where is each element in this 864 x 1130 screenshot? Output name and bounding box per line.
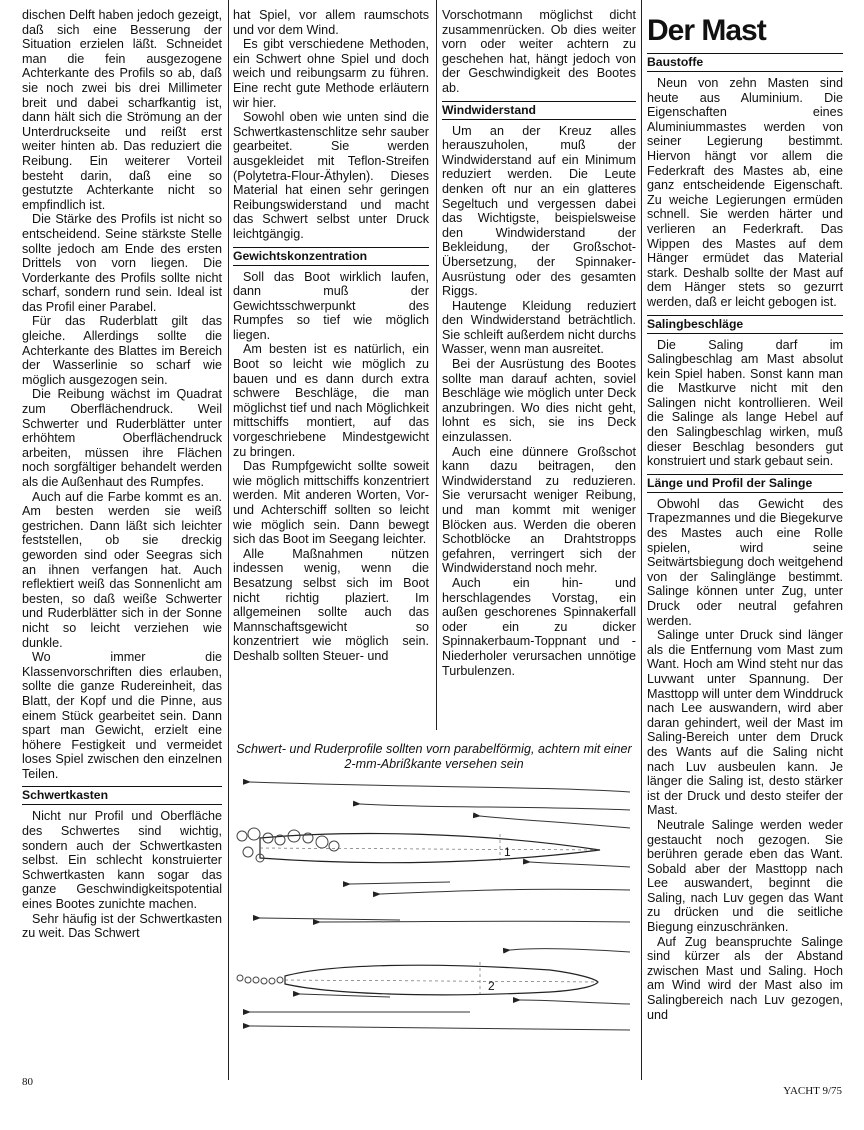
paragraph: Am besten ist es natürlich, ein Boot so leicht wie möglich zu bauen und es dann durch extra schwere Beschläge, die man möglichst tief und nach Möglichkeit mittschiffs montiert, auf das vorgeschriebene Mindestgewicht zu bringen. xyxy=(233,342,429,459)
figure-caption: Schwert- und Ruderprofile sollten vorn parabelförmig, achtern mit einer 2-mm-Abrißkante versehen sein xyxy=(236,742,632,771)
section-heading-baustoffe: Baustoffe xyxy=(647,53,843,72)
profile-2-label: 2 xyxy=(488,979,495,993)
section-heading-laenge-profil: Länge und Profil der Salinge xyxy=(647,474,843,493)
column-4 xyxy=(647,0,843,1022)
column-1 xyxy=(22,8,222,941)
paragraph: Hautenge Kleidung reduziert den Windwiderstand beträchtlich. Sie schleift außerdem nicht durchs Wasser, wenn man ausreitet. xyxy=(442,298,636,357)
paragraph: Neun von zehn Masten sind heute aus Aluminium. Die Eigenschaften eines Aluminiummastes werden von seiner Legierung bestimmt. Hiervon hängt vor allem die Federkraft des Mastes ab, eine ganz entscheidende Eigenschaft. Zu weiche Legierungen ermüden schnell. Sie werden härter und verlieren an Federkraft. Das Wippen des Mastes auf dem Hänger ermüdet das Material stark. Deshalb sollte der Mast auf dem Hänger stets so gezurrt werden, daß er leicht gebogen ist. xyxy=(647,76,843,309)
paragraph: Bei der Ausrüstung des Bootes sollte man darauf achten, soviel Beschläge wie möglich unter Deck anzubringen. Wo dies nicht geht, lohnt es sich, sie ins Deck einzulassen. xyxy=(442,357,636,445)
profile-2 xyxy=(237,962,598,998)
article-title: Der Mast xyxy=(647,14,766,47)
paragraph: Für das Ruderblatt gilt das gleiche. Allerdings sollte die Achterkante des Blattes im Bereich der Wasserlinie so scharf wie möglich ausgezogen sein. xyxy=(22,314,222,387)
column-rule-2 xyxy=(436,0,437,730)
paragraph: Das Rumpfgewicht sollte soweit wie möglich mittschiffs konzentriert werden. Mit anderen Worten, Vor- und Achterschiff sollten so leicht wie möglich sein. Dann bewegt sich das Boot im Seegang leichter. xyxy=(233,459,429,547)
section-heading-salingbeschlaege: Salingbeschläge xyxy=(647,315,843,334)
paragraph: Auch ein hin- und herschlagendes Vorstag, ein außen geschorenes Spinnakerfall oder ein zu dicker Spinnakerbaum-Toppnant und -Niederholer verursachen unnötige Turbulenzen. xyxy=(442,575,636,678)
section-heading-gewichtskonzentration: Gewichtskonzentration xyxy=(233,247,429,266)
paragraph: hat Spiel, vor allem raumschots und vor dem Wind. xyxy=(233,8,429,37)
paragraph: Es gibt verschiedene Methoden, ein Schwert ohne Spiel und doch weich und reibungsarm zu führen. Eine recht gute Methode erläutern wir hier. xyxy=(233,37,429,110)
column-2 xyxy=(233,8,429,664)
paragraph: Um an der Kreuz alles herauszuholen, muß der Windwiderstand auf ein Minimum reduziert werden. Die Leute denken oft nur an ein glatteres Segeltuch und vergessen dabei das Wichtigste, beispielsweise den Windwiderstand der Bekleidung, der Großschot-Übersetzung, der Spinnaker-Ausrüstung oder des gesamten Riggs. xyxy=(442,123,636,299)
paragraph: Die Reibung wächst im Quadrat zum Oberflächendruck. Weil Schwerter und Ruderblätter unter erhöhtem Oberflächendruck arbeiten, müssen ihre Flächen noch sorgfältiger behandelt werden als die Außenhaut des Rumpfes. xyxy=(22,387,222,489)
paragraph: Salinge unter Druck sind länger als die Entfernung vom Mast zum Want. Hoch am Wind steht nur das Luvwant unter Spannung. Der Masttopp will unter dem Winddruck nach Lee auswandern, wird aber daran gehindert, weil der Mast im Saling-Bereich unter dem Druck des Wants auf die Saling nicht nach Luv ausbeulen kann. Je länger die Saling ist, desto stärker ist der Druck und desto steifer der Mast. xyxy=(647,628,843,818)
paragraph: Alle Maßnahmen nützen indessen wenig, wenn die Besatzung selbst sich im Boot nicht richtig plaziert. Im allgemeinen sollte auch das Mannschaftsgewicht so konzentriert wie möglich sein. Deshalb sollten Steuer- und xyxy=(233,546,429,663)
paragraph: Sowohl oben wie unten sind die Schwertkastenschlitze sehr sauber gearbeitet. Sie werden ausgekleidet mit Teflon-Streifen (Polytetra-Flour-Äthylen). Dieses Material hat einen sehr geringen Reibungswiderstand und macht das Schwert selbst unter Druck leichtgängig. xyxy=(233,110,429,241)
paragraph: dischen Delft haben jedoch gezeigt, daß sich eine Besserung der Situation erzielen läßt. Schneidet man die fein ausgezogene Achterkante des Profils so ab, daß sie noch zwei bis drei Millimeter breit und dabei scharfkantig ist, dann hält sich die Strömung an der Unterdruckseite und reißt erst weiter hinten ab. Das reduziert die Reibung. Ein weiterer Vorteil besteht darin, daß eine so gestutzte Achterkante nicht so empfindlich ist. xyxy=(22,8,222,212)
paragraph: Auch auf die Farbe kommt es an. Am besten werden sie weiß gestrichen. Dann läßt sich leichter feststellen, ob sie dreckig geworden sind oder Seegras sich an ihnen verfangen hat. Auch reflektiert weiß das Sonnenlicht am besten, so daß weiße Schwerter und Ruderblätter sich in der Sonne nicht so leicht verziehen wie dunkle. xyxy=(22,489,222,650)
profile-1 xyxy=(237,828,600,864)
paragraph: Neutrale Salinge werden weder gestaucht noch gezogen. Sie berühren gerade eben das Want. Sobald aber der Masttopp nach Lee auswandert, beginnt die Saling, nach Luv gegen das Want zu drücken und die seitliche Biegung einzuschränken. xyxy=(647,817,843,935)
column-rule-1 xyxy=(228,0,229,1080)
profile-1-label: 1 xyxy=(504,845,511,859)
paragraph: Vorschotmann möglichst dicht zusammenrücken. Ob dies weiter vorn oder weiter achtern zu geschehen hat, hängt jedoch von der Geschwindigkeit des Bootes ab. xyxy=(442,8,636,95)
paragraph: Wo immer die Klassenvorschriften dies erlauben, sollte die ganze Rudereinheit, das Blatt, der Kopf und die Pinne, aus einem Stück gearbeitet sein. Dann spart man Gewicht, erzielt eine höhere Festigkeit und vermeidet loses Spiel zwischen den einzelnen Teilen. xyxy=(22,650,222,781)
paragraph: Auf Zug beanspruchte Salinge sind kürzer als der Abstand zwischen Mast und Saling. Hoch am Wind wird der Mast also im Salingbereich nach Luv gezogen, und xyxy=(647,934,843,1022)
paragraph: Sehr häufig ist der Schwertkasten zu weit. Das Schwert xyxy=(22,911,222,941)
page-number: 80 xyxy=(22,1076,33,1088)
paragraph: Nicht nur Profil und Oberfläche des Schwertes sind wichtig, sondern auch der Schwertkasten selbst. Ein schlecht konstruierter Schwertkasten kann sogar das ganze Geschwindigkeitspotential eines Bootes zunichte machen. xyxy=(22,809,222,912)
column-3 xyxy=(442,8,636,678)
profile-diagram xyxy=(230,772,640,1040)
magazine-issue: YACHT 9/75 xyxy=(783,1085,842,1097)
paragraph: Die Saling darf im Salingbeschlag am Mast absolut kein Spiel haben. Sonst kann man die Mastkurve nicht mit den Salingen nicht kontrollieren. Weil die Salinge als lange Hebel auf den Salingbeschlag wirken, muß dieser Beschlag besonders gut konstruiert und stark gebaut sein. xyxy=(647,337,843,469)
paragraph: Auch eine dünnere Großschot kann dazu beitragen, den Windwiderstand zu reduzieren. Sie verursacht weniger Reibung, und man kommt mit weniger Blöcken aus. Werden die oberen Schotblöcke an Drahtstropps gefahren, verringert sich der Windwiderstand noch mehr. xyxy=(442,444,636,576)
paragraph: Soll das Boot wirklich laufen, dann muß der Gewichtsschwerpunkt des Rumpfes so tief wie möglich liegen. xyxy=(233,269,429,342)
paragraph: Obwohl das Gewicht des Trapezmannes und die Biegekurve des Mastes auch eine Rolle spielen, wird seine Seitwärtsbiegung doch weitgehend von der Salinglänge bestimmt. Salinge können unter Zug, unter Druck oder neutral gefahren werden. xyxy=(647,496,843,628)
paragraph: Die Stärke des Profils ist nicht so entscheidend. Seine stärkste Stelle sollte jedoch am Ende des ersten Drittels von vorn liegen. Die Vorderkante des Profils sollte nicht scharf, sondern rund sein. Ideal ist das Profil einer Parabel. xyxy=(22,212,222,314)
section-heading-schwertkasten: Schwertkasten xyxy=(22,786,222,805)
section-heading-windwiderstand: Windwiderstand xyxy=(442,101,636,120)
column-rule-3 xyxy=(641,0,642,1080)
